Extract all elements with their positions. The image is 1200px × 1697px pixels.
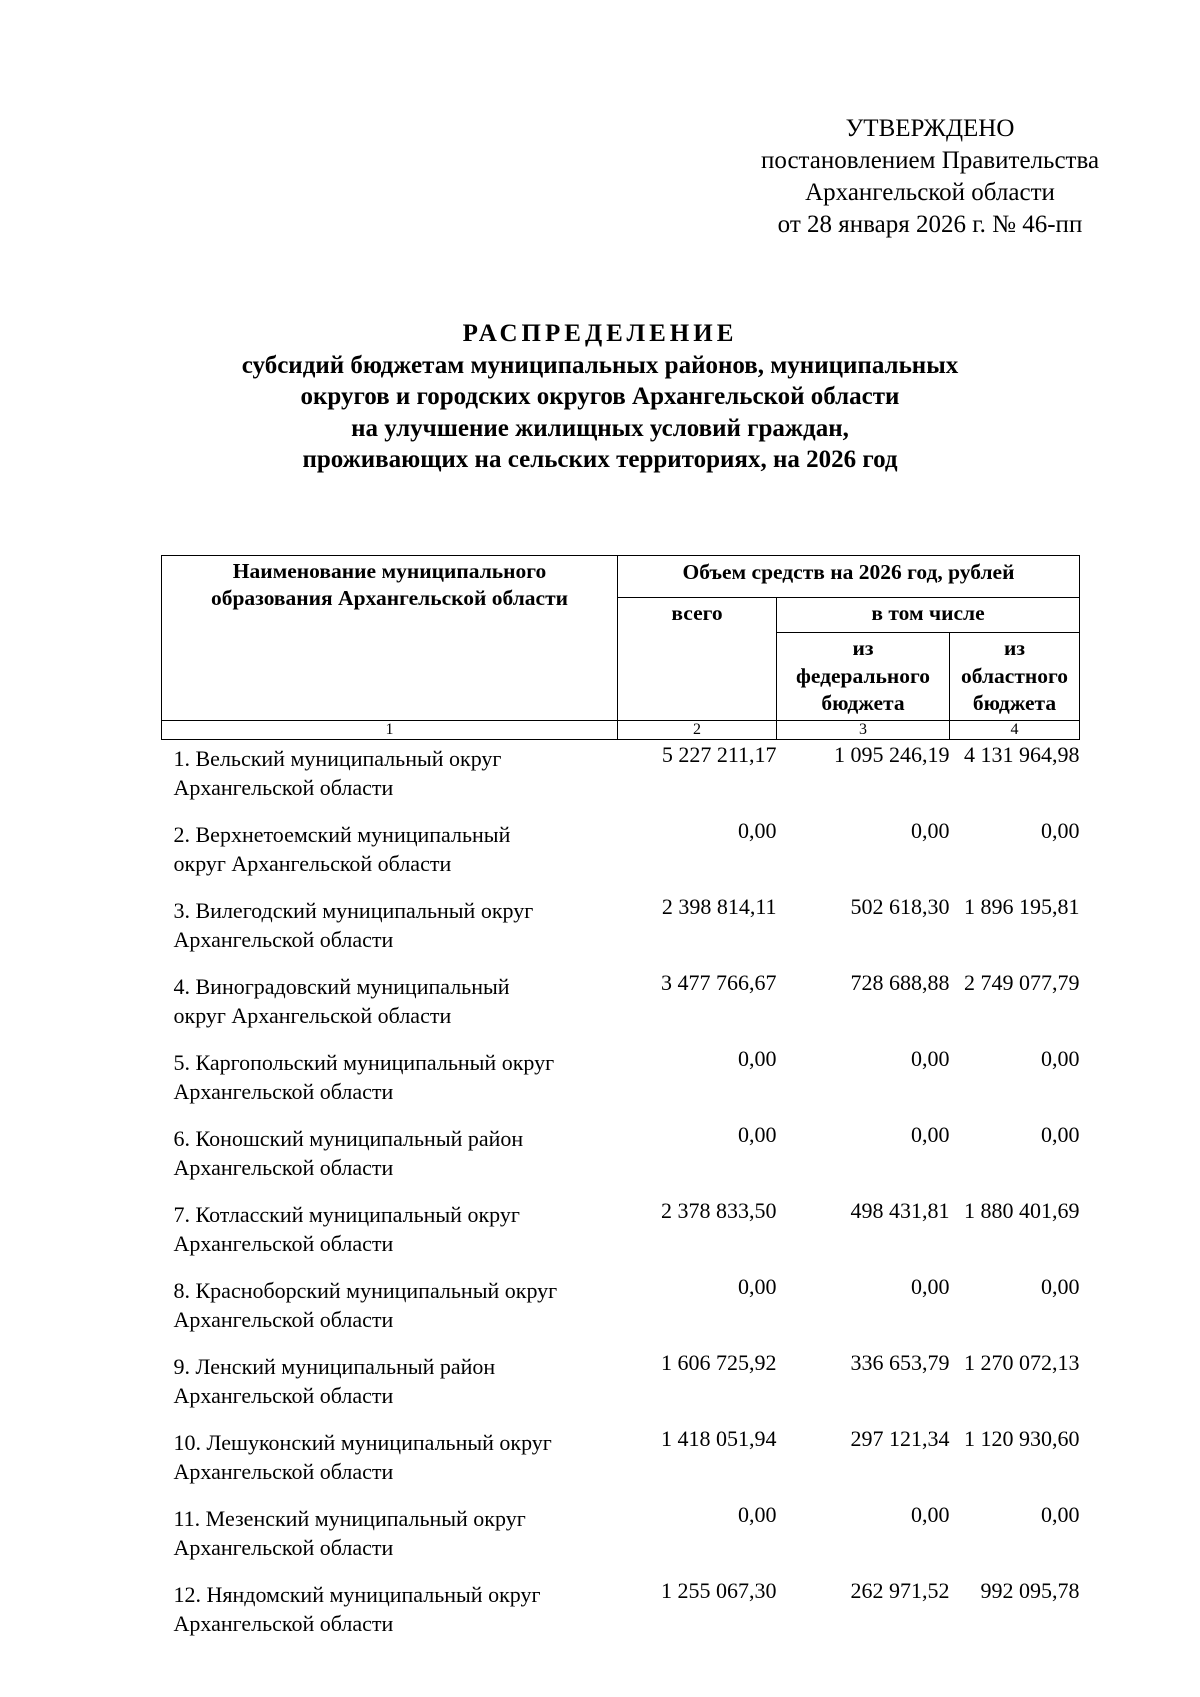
- header-regional-line-2: областного: [961, 663, 1068, 688]
- municipality-name-line-2: Архангельской области: [173, 1534, 394, 1560]
- municipality-name-line-1: 6. Коношский муниципальный район: [173, 1125, 524, 1151]
- municipality-name-line-2: Архангельской области: [173, 774, 394, 800]
- header-municipality: [162, 556, 618, 721]
- municipality-name: [162, 1576, 618, 1652]
- municipality-name-line-1: 5. Каргопольский муниципальный округ: [173, 1049, 555, 1075]
- regional-amount: 1 120 930,60: [964, 1425, 1080, 1451]
- approval-issuer: постановлением Правительства: [760, 147, 1100, 174]
- municipality-name: [162, 1120, 618, 1196]
- federal-amount: 498 431,81: [850, 1197, 950, 1223]
- total-amount: 5 227 211,17: [661, 741, 777, 767]
- municipality-name-line-2: округ Архангельской области: [173, 1002, 452, 1028]
- municipality-name-line-1: 3. Вилегодский муниципальный округ: [173, 897, 534, 923]
- header-volume: Объем средств на 2026 год, рублей: [618, 556, 1080, 598]
- header-total: всего: [618, 598, 777, 721]
- title-line-4: проживающих на сельских территориях, на 2026 год: [302, 446, 898, 473]
- column-number: 3: [777, 720, 950, 739]
- municipality-name-line-2: Архангельской области: [173, 926, 394, 952]
- municipality-name-line-2: Архангельской области: [173, 1458, 394, 1484]
- header-including: в том числе: [777, 598, 1080, 633]
- municipality-name: [162, 892, 618, 968]
- column-number: 2: [618, 720, 777, 739]
- federal-amount: 1 095 246,19: [834, 741, 950, 767]
- header-federal-line-2: федерального: [796, 663, 930, 688]
- title-heading: РАСПРЕДЕЛЕНИЕ: [462, 320, 738, 347]
- total-amount: 0,00: [738, 1045, 777, 1071]
- federal-amount: 0,00: [911, 1273, 950, 1299]
- total-amount: 0,00: [738, 1121, 777, 1147]
- municipality-name-line-2: Архангельской области: [173, 1078, 394, 1104]
- municipality-name: [162, 816, 618, 892]
- total-amount: 3 477 766,67: [661, 969, 777, 995]
- municipality-name-line-2: Архангельской области: [173, 1230, 394, 1256]
- federal-amount: 0,00: [911, 1501, 950, 1527]
- table-row: [162, 1120, 1080, 1196]
- approval-region: Архангельской области: [805, 179, 1055, 206]
- regional-amount: 0,00: [1041, 1045, 1080, 1071]
- title-line-3: на улучшение жилищных условий граждан,: [351, 414, 849, 442]
- approval-stamp: [730, 113, 1130, 241]
- header-regional-line-3: бюджета: [972, 691, 1057, 715]
- regional-amount: 1 896 195,81: [964, 893, 1080, 919]
- total-amount: 0,00: [738, 1273, 777, 1299]
- header-regional-line-1: из: [1003, 636, 1026, 660]
- regional-amount: 4 131 964,98: [964, 741, 1080, 767]
- municipality-name-line-1: 4. Виноградовский муниципальный: [173, 973, 510, 999]
- total-amount: 2 398 814,11: [661, 893, 777, 919]
- regional-amount: 0,00: [1041, 1121, 1080, 1147]
- federal-amount: 0,00: [911, 817, 950, 843]
- municipality-name-line-1: 11. Мезенский муниципальный округ: [173, 1505, 526, 1531]
- municipality-name-line-1: 10. Лешуконский муниципальный округ: [173, 1429, 552, 1455]
- municipality-name-line-2: Архангельской области: [173, 1306, 394, 1332]
- header-federal: [777, 633, 950, 721]
- column-number: 4: [950, 720, 1080, 739]
- regional-amount: 0,00: [1041, 1273, 1080, 1299]
- municipality-name: [162, 739, 618, 816]
- federal-amount: 728 688,88: [850, 969, 950, 995]
- municipality-name: [162, 1424, 618, 1500]
- table-row: [162, 968, 1080, 1044]
- header-federal-line-3: бюджета: [821, 691, 905, 715]
- municipality-name-line-1: 12. Няндомский муниципальный округ: [173, 1581, 541, 1607]
- regional-amount: 0,00: [1041, 817, 1080, 843]
- header-regional: [950, 633, 1080, 721]
- municipality-name-line-2: Архангельской области: [173, 1154, 394, 1180]
- table-row: [162, 1044, 1080, 1120]
- municipality-name: [162, 968, 618, 1044]
- municipality-name-line-1: 7. Котласский муниципальный округ: [173, 1201, 520, 1227]
- total-amount: 0,00: [738, 1501, 777, 1527]
- regional-amount: 1 270 072,13: [964, 1349, 1080, 1375]
- regional-amount: 1 880 401,69: [964, 1197, 1080, 1223]
- table-row: [162, 1196, 1080, 1272]
- municipality-name: [162, 1500, 618, 1576]
- total-amount: 2 378 833,50: [661, 1197, 777, 1223]
- table-row: [162, 1348, 1080, 1424]
- municipality-name-line-1: 9. Ленский муниципальный район: [173, 1353, 496, 1379]
- total-amount: 1 606 725,92: [661, 1349, 777, 1375]
- header-municipality-line-2: образования Архангельской области: [210, 586, 569, 610]
- federal-amount: 0,00: [911, 1045, 950, 1071]
- table-row: [162, 816, 1080, 892]
- municipality-name: [162, 1348, 618, 1424]
- municipality-name-line-2: округ Архангельской области: [173, 850, 452, 876]
- header-municipality-line-1: Наименование муниципального: [232, 559, 547, 583]
- regional-amount: 0,00: [1041, 1501, 1080, 1527]
- federal-amount: 336 653,79: [850, 1349, 950, 1375]
- federal-amount: 262 971,52: [850, 1577, 950, 1603]
- federal-amount: 502 618,30: [850, 893, 950, 919]
- federal-amount: 0,00: [911, 1121, 950, 1147]
- municipality-name-line-2: Архангельской области: [173, 1610, 394, 1636]
- distribution-table: [161, 555, 1080, 1652]
- table-row: [162, 1424, 1080, 1500]
- column-number: 1: [162, 720, 618, 739]
- title-line-2: округов и городских округов Архангельской области: [300, 383, 900, 410]
- total-amount: 1 418 051,94: [661, 1425, 777, 1451]
- table-row: [162, 1576, 1080, 1652]
- approval-date: от 28 января 2026 г. № 46-пп: [777, 211, 1083, 238]
- total-amount: 1 255 067,30: [661, 1577, 777, 1603]
- table-row: [162, 1500, 1080, 1576]
- municipality-name: [162, 1196, 618, 1272]
- regional-amount: 2 749 077,79: [964, 969, 1080, 995]
- header-federal-line-1: из: [852, 636, 874, 660]
- federal-amount: 297 121,34: [850, 1425, 950, 1451]
- municipality-name: [162, 1272, 618, 1348]
- table-row: [162, 1272, 1080, 1348]
- municipality-name-line-1: 1. Вельский муниципальный округ: [173, 745, 502, 771]
- regional-amount: 992 095,78: [980, 1577, 1080, 1603]
- municipality-name-line-2: Архангельской области: [173, 1382, 394, 1408]
- table-row: [162, 892, 1080, 968]
- municipality-name: [162, 1044, 618, 1120]
- municipality-name-line-1: 2. Верхнетоемский муниципальный: [173, 821, 511, 847]
- municipality-name-line-1: 8. Красноборский муниципальный округ: [173, 1277, 558, 1303]
- document-title: [160, 318, 1040, 476]
- approval-title: УТВЕРЖДЕНО: [845, 115, 1015, 142]
- table-row: [162, 739, 1080, 816]
- total-amount: 0,00: [738, 817, 777, 843]
- title-line-1: субсидий бюджетам муниципальных районов, муниципальных: [241, 351, 959, 379]
